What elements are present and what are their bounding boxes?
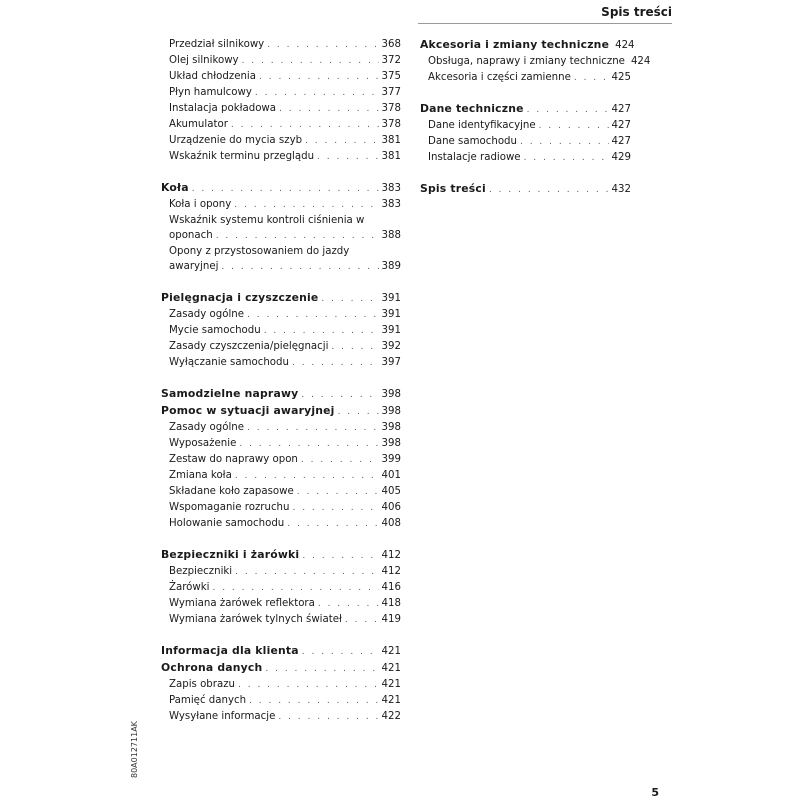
- toc-entry-label: Wyposażenie: [169, 438, 237, 449]
- page-number: 5: [651, 786, 659, 799]
- dot-leader: [265, 662, 378, 677]
- dot-leader: [234, 198, 378, 213]
- dot-leader: [247, 421, 379, 436]
- toc-page-number: 378: [381, 119, 401, 130]
- toc-entry-label: Dane techniczne: [420, 102, 524, 115]
- toc-page-number: 377: [381, 87, 401, 98]
- dot-leader: [259, 70, 379, 85]
- toc-entry[interactable]: [161, 69, 401, 85]
- toc-entry-label: Olej silnikowy: [169, 55, 239, 66]
- section-gap: [161, 532, 401, 547]
- toc-section-entry[interactable]: [420, 37, 635, 54]
- dot-leader: [247, 308, 379, 323]
- dot-leader: [267, 38, 378, 53]
- dot-leader: [249, 694, 379, 709]
- toc-entry[interactable]: [161, 500, 401, 516]
- dot-leader: [264, 324, 379, 339]
- toc-entry[interactable]: [161, 53, 401, 69]
- dot-leader: [302, 549, 378, 564]
- toc-entry-label: Dane samochodu: [428, 136, 517, 147]
- toc-entry-label-line1: Wskaźnik systemu kontroli ciśnienia w: [169, 215, 365, 226]
- toc-page-number: 401: [381, 470, 401, 481]
- toc-right-column: [420, 37, 651, 198]
- toc-entry[interactable]: [161, 468, 401, 484]
- toc-section-entry[interactable]: [161, 290, 401, 307]
- toc-page-number: 405: [381, 486, 401, 497]
- toc-left-column: [161, 37, 401, 725]
- toc-page-number: 406: [381, 502, 401, 513]
- toc-page-number: 381: [381, 135, 401, 146]
- dot-leader: [231, 118, 379, 133]
- toc-entry-label: Zapis obrazu: [169, 679, 235, 690]
- dot-leader: [221, 260, 378, 275]
- toc-section-entry[interactable]: [161, 643, 401, 660]
- dot-leader: [239, 437, 378, 452]
- toc-entry-label: Układ chłodzenia: [169, 71, 256, 82]
- dot-leader: [292, 356, 379, 371]
- toc-entry-label: Holowanie samochodu: [169, 518, 285, 529]
- toc-page-number: 381: [381, 151, 401, 162]
- toc-entry-label: Żarówki: [169, 582, 210, 593]
- toc-entry-label: Zestaw do naprawy opon: [169, 454, 298, 465]
- toc-entry-label: Instalacja pokładowa: [169, 103, 277, 114]
- dot-leader: [216, 229, 379, 244]
- toc-page-number: 432: [611, 184, 631, 195]
- toc-page-number: 421: [381, 679, 401, 690]
- toc-page-number: 372: [381, 55, 401, 66]
- toc-page-number: 425: [611, 72, 631, 83]
- toc-page-number: 368: [381, 39, 401, 50]
- dot-leader: [524, 151, 609, 166]
- toc-entry[interactable]: [161, 133, 401, 149]
- dot-leader: [527, 103, 609, 118]
- toc-entry[interactable]: [161, 259, 401, 275]
- toc-entry[interactable]: [161, 677, 401, 693]
- section-gap: [161, 628, 401, 643]
- toc-entry-label: Obsługa, naprawy i zmiany techniczne: [428, 56, 625, 67]
- section-gap: [420, 86, 631, 101]
- dot-leader: [321, 292, 378, 307]
- dot-leader: [302, 645, 379, 660]
- toc-entry[interactable]: [420, 54, 651, 70]
- toc-page-number: 388: [381, 230, 401, 241]
- toc-page-number: 391: [381, 325, 401, 336]
- toc-page-number: 375: [381, 71, 401, 82]
- toc-entry-label: Mycie samochodu: [169, 325, 261, 336]
- section-gap: [161, 371, 401, 386]
- toc-entry-label: Płyn hamulcowy: [169, 87, 252, 98]
- toc-entry[interactable]: [161, 420, 401, 436]
- toc-entry-label: Zasady czyszczenia/pielęgnacji: [169, 341, 329, 352]
- toc-page-number: 424: [630, 56, 651, 67]
- dot-leader: [242, 54, 379, 69]
- toc-entry-label: Bezpieczniki i żarówki: [161, 548, 300, 561]
- dot-leader: [301, 388, 378, 403]
- dot-leader: [192, 182, 379, 197]
- toc-section-entry[interactable]: [161, 547, 401, 564]
- toc-entry[interactable]: [161, 323, 401, 339]
- toc-entry-label: Spis treści: [420, 182, 486, 195]
- dot-leader: [278, 710, 378, 725]
- dot-leader: [305, 134, 378, 149]
- toc-page-number: 391: [381, 309, 401, 320]
- toc-entry-label: Pamięć danych: [169, 695, 247, 706]
- dot-leader: [287, 517, 378, 532]
- dot-leader: [520, 135, 609, 150]
- toc-section-entry[interactable]: [161, 403, 401, 420]
- toc-entry[interactable]: [161, 564, 401, 580]
- toc-page-number: 398: [381, 422, 401, 433]
- dot-leader: [279, 102, 379, 117]
- toc-section-entry[interactable]: [420, 101, 631, 118]
- toc-page-number: 427: [611, 104, 631, 115]
- dot-leader: [297, 485, 379, 500]
- toc-entry[interactable]: [161, 101, 401, 117]
- toc-entry-label: Instalacje radiowe: [428, 152, 521, 163]
- dot-leader: [317, 150, 379, 165]
- toc-entry-label: Informacja dla klienta: [161, 644, 299, 657]
- toc-page-number: 412: [381, 566, 401, 577]
- toc-entry[interactable]: [161, 596, 401, 612]
- toc-page-number: 422: [381, 711, 401, 722]
- dot-leader: [235, 469, 379, 484]
- toc-page-number: 398: [381, 406, 401, 417]
- section-gap: [161, 275, 401, 290]
- dot-leader: [338, 405, 379, 420]
- toc-entry[interactable]: [161, 339, 401, 355]
- toc-section-entry[interactable]: [161, 180, 401, 197]
- dot-leader: [331, 340, 378, 355]
- toc-page-number: 427: [611, 120, 631, 131]
- toc-entry[interactable]: [161, 612, 401, 628]
- toc-entry-label: Pomoc w sytuacji awaryjnej: [161, 404, 335, 417]
- toc-page-number: 421: [381, 646, 401, 657]
- toc-entry-label: Przedział silnikowy: [169, 39, 265, 50]
- toc-entry[interactable]: [161, 452, 401, 468]
- toc-entry-label: awaryjnej: [169, 261, 219, 272]
- toc-page-number: 421: [381, 695, 401, 706]
- toc-page-number: 412: [381, 550, 401, 561]
- toc-entry[interactable]: [161, 355, 401, 371]
- document-code: 80A012711AK: [130, 721, 139, 778]
- toc-entry-label: Wysyłane informacje: [169, 711, 276, 722]
- toc-entry[interactable]: [161, 580, 401, 596]
- dot-leader: [292, 501, 378, 516]
- toc-entry-label: Wymiana żarówek tylnych świateł: [169, 614, 342, 625]
- toc-entry[interactable]: [161, 516, 401, 532]
- toc-entry[interactable]: [420, 70, 631, 86]
- header-divider: [418, 23, 672, 24]
- toc-entry[interactable]: [161, 228, 401, 244]
- toc-entry[interactable]: [161, 37, 401, 53]
- toc-entry-label: Bezpieczniki: [169, 566, 233, 577]
- dot-leader: [238, 678, 379, 693]
- toc-entry-label: Zasady ogólne: [169, 422, 244, 433]
- toc-section-entry[interactable]: [161, 386, 401, 403]
- toc-page-number: 427: [611, 136, 631, 147]
- toc-page-number: 399: [381, 454, 401, 465]
- toc-entry-label: Pielęgnacja i czyszczenie: [161, 291, 319, 304]
- toc-entry-label: Wymiana żarówek reflektora: [169, 598, 315, 609]
- toc-entry-label: Ochrona danych: [161, 661, 263, 674]
- section-gap: [161, 165, 401, 180]
- toc-entry[interactable]: [161, 149, 401, 165]
- toc-page-number: 416: [381, 582, 401, 593]
- toc-entry-label: Wspomaganie rozruchu: [169, 502, 290, 513]
- dot-leader: [255, 86, 379, 101]
- toc-entry-label: Akcesoria i części zamienne: [428, 72, 571, 83]
- dot-leader: [301, 453, 379, 468]
- toc-entry-label: Akumulator: [169, 119, 228, 130]
- toc-entry-label: oponach: [169, 230, 213, 241]
- toc-entry-label-line1: Opony z przystosowaniem do jazdy: [169, 246, 350, 257]
- toc-page-number: 421: [381, 663, 401, 674]
- toc-entry-label: Zasady ogólne: [169, 309, 244, 320]
- toc-entry-label: Wskaźnik terminu przeglądu: [169, 151, 315, 162]
- toc-page-number: 383: [381, 183, 401, 194]
- toc-page-number: 424: [615, 40, 635, 51]
- dot-leader: [345, 613, 379, 628]
- toc-page-number: 398: [381, 438, 401, 449]
- toc-entry-label: Akcesoria i zmiany techniczne: [420, 38, 610, 51]
- dot-leader: [489, 183, 609, 198]
- toc-page-number: 392: [381, 341, 401, 352]
- toc-page-number: 398: [381, 389, 401, 400]
- toc-section-entry[interactable]: [420, 181, 631, 198]
- toc-entry[interactable]: [161, 484, 401, 500]
- toc-entry-label: Koła i opony: [169, 199, 232, 210]
- toc-entry-label: Urządzenie do mycia szyb: [169, 135, 303, 146]
- toc-entry[interactable]: [161, 307, 401, 323]
- toc-entry-label: Koła: [161, 181, 189, 194]
- toc-page-number: 378: [381, 103, 401, 114]
- toc-page-number: 418: [381, 598, 401, 609]
- dot-leader: [318, 597, 379, 612]
- toc-entry[interactable]: [420, 134, 631, 150]
- toc-page-number: 429: [611, 152, 631, 163]
- toc-entry-label: Dane identyfikacyjne: [428, 120, 536, 131]
- toc-page-number: 397: [381, 357, 401, 368]
- toc-entry[interactable]: [420, 150, 631, 166]
- toc-page-number: 389: [381, 261, 401, 272]
- toc-entry[interactable]: [161, 436, 401, 452]
- toc-entry[interactable]: [161, 85, 401, 101]
- dot-leader: [574, 71, 609, 86]
- dot-leader: [212, 581, 378, 596]
- toc-section-entry[interactable]: [161, 660, 401, 677]
- toc-entry[interactable]: [420, 118, 631, 134]
- page-header-title: Spis treści: [601, 5, 672, 19]
- toc-page-number: 391: [381, 293, 401, 304]
- toc-page-number: 383: [381, 199, 401, 210]
- toc-entry-label: Zmiana koła: [169, 470, 232, 481]
- toc-page-number: 408: [381, 518, 401, 529]
- toc-entry[interactable]: [161, 117, 401, 133]
- toc-entry[interactable]: [161, 693, 401, 709]
- toc-entry-label: Składane koło zapasowe: [169, 486, 294, 497]
- toc-entry-label: Wyłączanie samochodu: [169, 357, 289, 368]
- toc-entry[interactable]: [161, 709, 401, 725]
- dot-leader: [539, 119, 609, 134]
- dot-leader: [235, 565, 378, 580]
- toc-page-number: 419: [381, 614, 401, 625]
- toc-entry-label: Samodzielne naprawy: [161, 387, 299, 400]
- section-gap: [420, 166, 631, 181]
- toc-entry[interactable]: [161, 197, 401, 213]
